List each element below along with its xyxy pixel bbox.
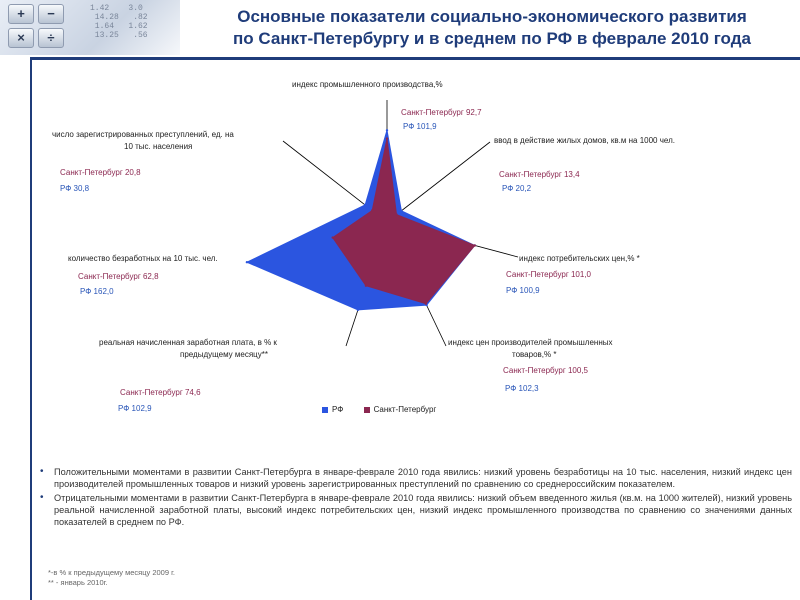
- axis-label-ppi-2: товаров,% *: [512, 350, 557, 359]
- value-label-crimes-spb: Санкт-Петербург 20,8: [60, 168, 141, 177]
- calc-numbers: 1.42 3.0 14.28 .82 1.64 1.62 13.25 .56: [90, 4, 148, 40]
- conclusion-positive: [40, 466, 792, 490]
- value-label-ppi-spb: Санкт-Петербург 100,5: [503, 366, 588, 375]
- value-label-wage-spb: Санкт-Петербург 74,6: [120, 388, 201, 397]
- legend-swatch-rf: [322, 407, 328, 413]
- legend-item-spb: [364, 405, 437, 414]
- series-spb-point-wage: [365, 285, 367, 287]
- calc-key-multiply: ×: [8, 28, 34, 48]
- value-label-unemployed-spb: Санкт-Петербург 62,8: [78, 272, 159, 281]
- title-line-2: по Санкт-Петербургу и в среднем по РФ в феврале 2010 года: [233, 29, 751, 48]
- conclusions-list: [40, 466, 792, 530]
- value-label-cpi-spb: Санкт-Петербург 101,0: [506, 270, 591, 279]
- axis-label-crimes-1: число зарегистрированных преступлений, ед. на: [52, 130, 234, 139]
- axis-label-unemployed: количество безработных на 10 тыс. чел.: [68, 254, 218, 263]
- conclusion-negative-text: Отрицательными моментами в развитии Санкт-Петербурга в январе-феврале 2010 года явились: низкий объем введенного жилья (кв.м. на 1000 жителей), низкий уровень реальной начисленной заработной платы, высокий индекс потребительских цен, низкий индекс промышленного производства по сравнению со значениями данных показателей в среднем по РФ.: [54, 493, 792, 527]
- series-spb-point-industrial: [386, 137, 388, 139]
- axis-label-crimes-2: 10 тыс. населения: [124, 142, 193, 151]
- value-label-cpi-rf: РФ 100,9: [506, 286, 540, 295]
- value-label-ppi-rf: РФ 102,3: [505, 384, 539, 393]
- axis-label-housing: ввод в действие жилых домов, кв.м на 1000 чел.: [494, 136, 675, 145]
- axis-label-wage-2: предыдущему месяцу**: [180, 350, 268, 359]
- series-spb-point-ppi: [425, 303, 427, 305]
- series-spb-point-crimes: [371, 209, 373, 211]
- calc-key-divide: ÷: [38, 28, 64, 48]
- conclusion-negative: [40, 492, 792, 528]
- axis-label-cpi: индекс потребительских цен,% *: [519, 254, 640, 263]
- chart-legend: [322, 405, 436, 414]
- legend-label-spb: Санкт-Петербург: [373, 405, 437, 414]
- series-rf-point-housing: [400, 210, 402, 212]
- series-rf-point-wage: [357, 309, 359, 311]
- axis-label-ppi-1: индекс цен производителей промышленных: [448, 338, 613, 347]
- legend-item-rf: [322, 405, 343, 414]
- series-rf-point-crimes: [364, 204, 366, 206]
- value-label-industrial-spb: Санкт-Петербург 92,7: [401, 108, 482, 117]
- legend-swatch-spb: [364, 407, 370, 413]
- series-rf-point-industrial: [386, 129, 388, 131]
- footnote-1: *-в % к предыдущему месяцу 2009 г.: [48, 568, 176, 577]
- title-line-1: Основные показатели социально-экономического развития: [237, 7, 747, 26]
- legend-label-rf: РФ: [332, 405, 344, 414]
- value-label-crimes-rf: РФ 30,8: [60, 184, 90, 193]
- value-label-housing-rf: РФ 20,2: [502, 184, 532, 193]
- calc-key-plus: +: [8, 4, 34, 24]
- axis-label-industrial: индекс промышленного производства,%: [292, 80, 443, 89]
- axis-label-wage-1: реальная начисленная заработная плата, в % к: [99, 338, 277, 347]
- bullet-dot: •: [40, 492, 44, 503]
- value-label-wage-rf: РФ 102,9: [118, 404, 152, 413]
- axis-line-housing: [387, 142, 490, 222]
- bullet-dot: •: [40, 466, 44, 477]
- conclusion-positive-text: Положительными моментами в развитии Санкт-Петербурга в январе-феврале 2010 года явились: низкий уровень безработицы на 10 тыс. населения, низкий индекс цен производителей промышленных товаров и низкий уровень зарегистрированных преступлений по сравнению со среднероссийским показателем.: [54, 467, 792, 489]
- calc-key-minus: −: [38, 4, 64, 24]
- series-spb-point-unemployed: [332, 236, 334, 238]
- footnote-2: ** - январь 2010г.: [48, 578, 108, 587]
- value-label-industrial-rf: РФ 101,9: [403, 122, 437, 131]
- value-label-housing-spb: Санкт-Петербург 13,4: [499, 170, 580, 179]
- series-spb-point-housing: [395, 213, 397, 215]
- series-rf-point-unemployed: [246, 261, 248, 263]
- series-spb-point-cpi: [474, 244, 476, 246]
- value-label-unemployed-rf: РФ 162,0: [80, 287, 114, 296]
